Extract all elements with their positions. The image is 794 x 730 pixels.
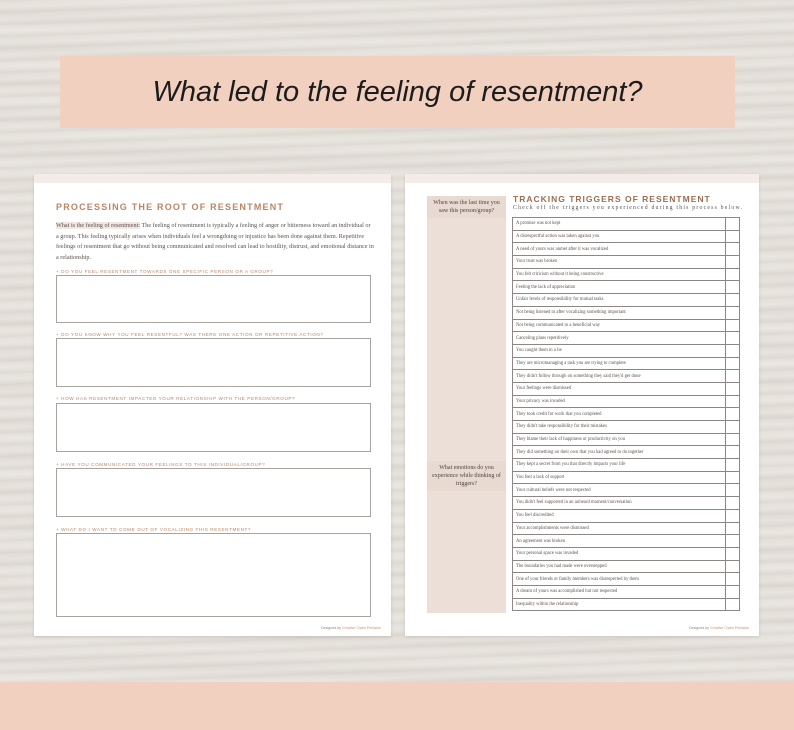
trigger-checkbox[interactable]	[726, 471, 740, 484]
trigger-row	[513, 395, 740, 408]
trigger-label: Your accomplishments were dismissed	[513, 522, 726, 535]
trigger-row	[513, 585, 740, 598]
trigger-row	[513, 535, 740, 548]
trigger-label: They took credit for work that you completed	[513, 408, 726, 421]
trigger-row	[513, 497, 740, 510]
trigger-checkbox[interactable]	[726, 370, 740, 383]
trigger-checkbox[interactable]	[726, 332, 740, 345]
trigger-row	[513, 370, 740, 383]
answer-box-3[interactable]	[56, 403, 371, 452]
trigger-row	[513, 573, 740, 586]
trigger-checkbox[interactable]	[726, 294, 740, 307]
triggers-table	[512, 217, 740, 611]
triggers-subtitle: Check off the triggers you experienced during this process below.	[513, 205, 744, 211]
trigger-checkbox[interactable]	[726, 382, 740, 395]
trigger-checkbox[interactable]	[726, 459, 740, 472]
answer-box-5[interactable]	[56, 533, 371, 617]
trigger-label: You felt criticism without it being constructive	[513, 268, 726, 281]
trigger-row	[513, 357, 740, 370]
side-question-emotions: What emotions do you experience while thinking of triggers?	[427, 461, 506, 491]
answer-box-2[interactable]	[56, 338, 371, 387]
trigger-label: Your cultural beliefs were not respected	[513, 484, 726, 497]
trigger-row	[513, 218, 740, 231]
trigger-row	[513, 471, 740, 484]
trigger-row	[513, 446, 740, 459]
trigger-checkbox[interactable]	[726, 306, 740, 319]
trigger-row	[513, 382, 740, 395]
question-label-3: + HOW HAS RESENTMENT IMPACTED YOUR RELATIONSHIP WITH THE PERSON/GROUP?	[56, 396, 296, 401]
trigger-checkbox[interactable]	[726, 560, 740, 573]
worksheet-page-triggers	[405, 174, 759, 636]
trigger-row	[513, 484, 740, 497]
side-notes-panel[interactable]	[427, 196, 506, 613]
question-label-5: + WHAT DO I WANT TO COME OUT OF VOCALIZING THIS RESENTMENT?	[56, 527, 252, 532]
side-question-last-seen: When was the last time you saw this person/group?	[427, 196, 506, 218]
trigger-checkbox[interactable]	[726, 585, 740, 598]
banner-title: What led to the feeling of resentment?	[152, 75, 643, 108]
trigger-row	[513, 421, 740, 434]
trigger-label: Your privacy was invaded	[513, 395, 726, 408]
intro-paragraph	[56, 221, 374, 263]
question-label-2: + DO YOU KNOW WHY YOU FEEL RESENTFUL? WAS THERE ONE ACTION OR REPETITIVE ACTION?	[56, 332, 324, 337]
trigger-row	[513, 268, 740, 281]
trigger-row	[513, 319, 740, 332]
trigger-label: A disrespectful action was taken against you	[513, 230, 726, 243]
trigger-row	[513, 294, 740, 307]
trigger-checkbox[interactable]	[726, 319, 740, 332]
trigger-checkbox[interactable]	[726, 230, 740, 243]
answer-box-4[interactable]	[56, 468, 371, 517]
trigger-row	[513, 408, 740, 421]
trigger-checkbox[interactable]	[726, 243, 740, 256]
trigger-label: A promise was not kept	[513, 218, 726, 231]
designer-prefix: Designed by	[689, 626, 710, 630]
trigger-row	[513, 547, 740, 560]
trigger-label: One of your friends or family members was disrespected by them	[513, 573, 726, 586]
designer-prefix: Designed by	[321, 626, 342, 630]
trigger-row	[513, 281, 740, 294]
trigger-label: Your personal space was invaded	[513, 547, 726, 560]
trigger-row	[513, 560, 740, 573]
trigger-row	[513, 522, 740, 535]
trigger-checkbox[interactable]	[726, 421, 740, 434]
page-top-strip	[34, 174, 391, 183]
trigger-label: You didn't feel supported in an unheard moment/conversation	[513, 497, 726, 510]
intro-text: The feeling of resentment is typically a feeling of anger or bitterness toward an individual or a group. This feeling typically arises when individuals feel a wrongdoing or injustice has been done against them. Repetitive feelings of resentment that go without being communicated and resolved can lead to hostility, distrust, and emotional distance in a relationship.	[56, 222, 374, 261]
trigger-label: The boundaries you had made were overstepped	[513, 560, 726, 573]
processing-title: PROCESSING THE ROOT OF RESENTMENT	[56, 202, 285, 212]
trigger-label: They kept a secret from you that directly impacts your life	[513, 459, 726, 472]
trigger-label: They are micromanaging a task you are trying to complete	[513, 357, 726, 370]
trigger-row	[513, 332, 740, 345]
trigger-label: You feel discredited	[513, 509, 726, 522]
trigger-label: They did something on their own that you had agreed to do together	[513, 446, 726, 459]
designer-brand: Creative Claire Printable	[710, 626, 749, 630]
trigger-row	[513, 243, 740, 256]
trigger-checkbox[interactable]	[726, 395, 740, 408]
trigger-label: Not being listened to after vocalizing something important	[513, 306, 726, 319]
trigger-row	[513, 433, 740, 446]
trigger-checkbox[interactable]	[726, 547, 740, 560]
trigger-row	[513, 598, 740, 611]
trigger-row	[513, 256, 740, 269]
trigger-row	[513, 230, 740, 243]
trigger-row	[513, 509, 740, 522]
answer-box-1[interactable]	[56, 275, 371, 323]
page-top-strip	[405, 174, 759, 183]
trigger-checkbox[interactable]	[726, 281, 740, 294]
trigger-checkbox[interactable]	[726, 218, 740, 231]
trigger-checkbox[interactable]	[726, 256, 740, 269]
trigger-label: They blame their lack of happiness or productivity on you	[513, 433, 726, 446]
designer-brand: Creative Claire Printable	[342, 626, 381, 630]
trigger-checkbox[interactable]	[726, 446, 740, 459]
trigger-label: A dream of yours was accomplished but not respected	[513, 585, 726, 598]
trigger-checkbox[interactable]	[726, 598, 740, 611]
trigger-label: They didn't follow through on something they said they'd get done	[513, 370, 726, 383]
trigger-label: An agreement was broken	[513, 535, 726, 548]
trigger-checkbox[interactable]	[726, 433, 740, 446]
trigger-checkbox[interactable]	[726, 522, 740, 535]
designer-credit	[689, 626, 749, 630]
trigger-row	[513, 459, 740, 472]
trigger-checkbox[interactable]	[726, 408, 740, 421]
trigger-label: They didn't take responsibility for their mistakes	[513, 421, 726, 434]
trigger-label: A need of yours was unmet after it was vocalized	[513, 243, 726, 256]
trigger-label: You caught them in a lie	[513, 344, 726, 357]
bottom-band	[0, 682, 794, 730]
intro-highlight: What is the feeling of resentment:	[56, 222, 141, 229]
trigger-checkbox[interactable]	[726, 344, 740, 357]
trigger-checkbox[interactable]	[726, 535, 740, 548]
trigger-label: Not being communicated to a beneficial way	[513, 319, 726, 332]
trigger-label: Canceling plans repetitively	[513, 332, 726, 345]
trigger-row	[513, 344, 740, 357]
trigger-label: Unfair levels of responsibility for mutual tasks	[513, 294, 726, 307]
trigger-label: You feel a lack of support	[513, 471, 726, 484]
trigger-row	[513, 306, 740, 319]
trigger-label: Your feelings were dismissed	[513, 382, 726, 395]
trigger-checkbox[interactable]	[726, 357, 740, 370]
triggers-title: TRACKING TRIGGERS OF RESENTMENT	[513, 194, 711, 204]
trigger-checkbox[interactable]	[726, 484, 740, 497]
trigger-label: Your trust was broken	[513, 256, 726, 269]
trigger-checkbox[interactable]	[726, 573, 740, 586]
trigger-label: Inequality within the relationship	[513, 598, 726, 611]
trigger-checkbox[interactable]	[726, 268, 740, 281]
trigger-checkbox[interactable]	[726, 509, 740, 522]
question-label-4: + HAVE YOU COMMUNICATED YOUR FEELINGS TO THIS INDIVIDUAL/GROUP?	[56, 462, 266, 467]
trigger-label: Feeling the lack of appreciation	[513, 281, 726, 294]
worksheet-page-processing	[34, 174, 391, 636]
designer-credit	[321, 626, 381, 630]
title-banner	[60, 56, 735, 128]
question-label-1: + DO YOU FEEL RESENTMENT TOWARDS ONE SPECIFIC PERSON OR A GROUP?	[56, 269, 274, 274]
trigger-checkbox[interactable]	[726, 497, 740, 510]
